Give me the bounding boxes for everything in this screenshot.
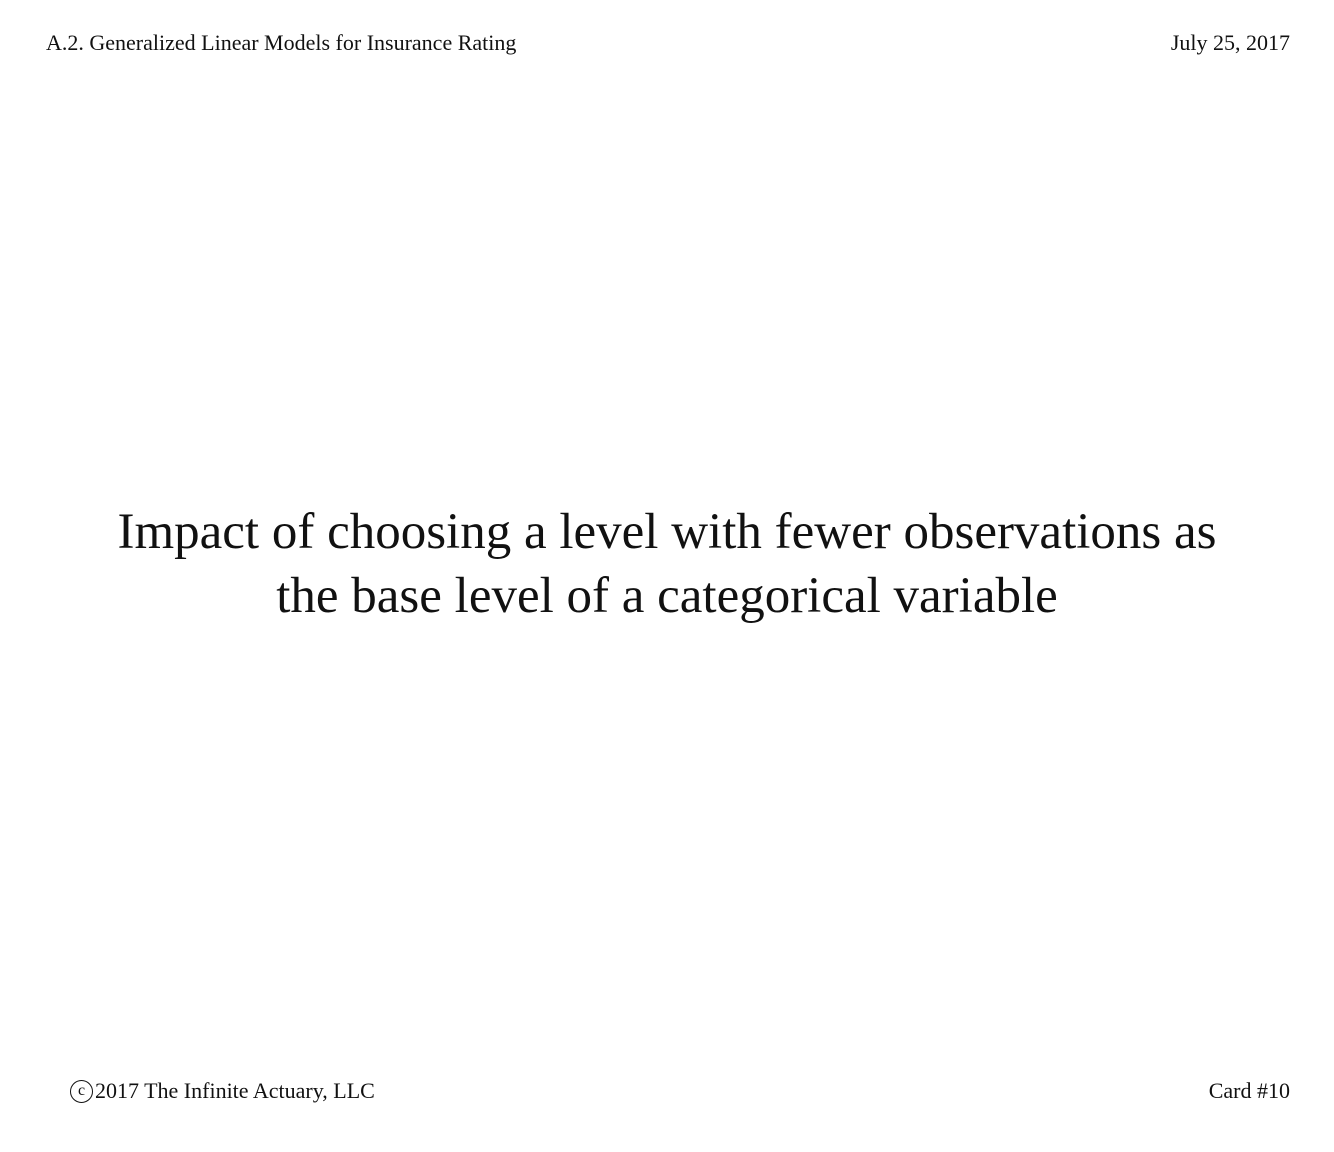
date-header: July 25, 2017: [1170, 30, 1290, 55]
card-title: [40, 500, 1294, 628]
card-number: Card #10: [1208, 1078, 1290, 1103]
section-header: A.2. Generalized Linear Models for Insurance Rating: [46, 30, 517, 55]
copyright-icon: c: [70, 1080, 93, 1103]
copyright-text: 2017 The Infinite Actuary, LLC: [95, 1078, 375, 1103]
copyright-footer: [70, 1078, 375, 1104]
card-title-line-2: the base level of a categorical variable: [276, 568, 1058, 624]
card-title-line-1: Impact of choosing a level with fewer observations as: [117, 504, 1217, 560]
